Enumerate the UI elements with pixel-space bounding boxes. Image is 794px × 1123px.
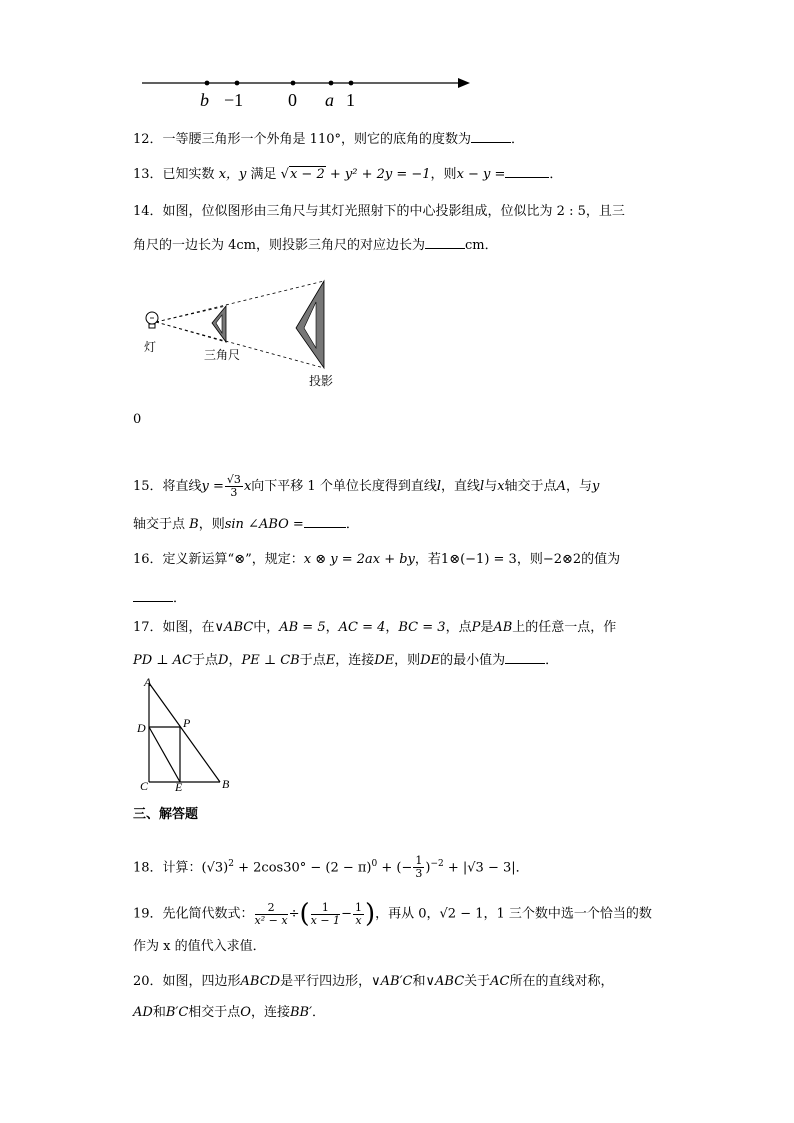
q20-AC: AC: [490, 974, 510, 989]
q15-l: l: [436, 479, 441, 494]
q20-AD: AD: [133, 1005, 153, 1020]
q17-ab: AB = 5: [279, 620, 326, 635]
q15-line2-mid: ，则: [198, 517, 225, 532]
q17-AB: AB: [493, 620, 513, 635]
q17-mid2: ，点: [445, 620, 472, 635]
q17-P: P: [471, 620, 481, 635]
q18-frac-den: 3: [415, 867, 423, 881]
q20-and: 和: [412, 974, 426, 989]
q19-rest: ，再从 0，√2 − 1，1 三个数中选一个恰当的数: [375, 906, 652, 922]
q19-f1-num: 2: [255, 902, 288, 915]
q17-ac: AC = 4: [338, 620, 386, 635]
q20-t1: ∨AB′C: [371, 974, 413, 989]
q15-B: B: [189, 517, 199, 532]
label-D: D: [137, 721, 146, 735]
answer-blank: [505, 651, 545, 664]
triangle-ruler: [212, 306, 226, 342]
question-14-line1: 14．如图，位似图形由三角尺与其灯光照射下的中心投影组成，位似比为 2 : 5，且三: [133, 204, 625, 219]
label-B: B: [222, 777, 230, 791]
q13-mid: 满足: [250, 167, 277, 182]
q19-f3-den: x: [355, 913, 362, 927]
question-16-line1: [133, 551, 620, 569]
projection-figure: [140, 278, 340, 378]
answer-blank: [133, 589, 173, 602]
label-0: 0: [288, 90, 297, 110]
q12-text: 12．一等腰三角形一个外角是 110°，则它的底角的度数为: [133, 132, 471, 147]
q15-end: ．: [345, 517, 359, 532]
q16-mid: ，若: [414, 552, 441, 567]
q19-frac2: [311, 902, 340, 927]
q20-mid: 是平行四边形，: [280, 974, 372, 989]
q15-sin: sin ∠ABO =: [224, 517, 304, 532]
q17-l2b: 于点: [299, 653, 326, 668]
q15-frac-den: 3: [230, 486, 238, 499]
q20-connect: ，连接: [250, 1005, 290, 1020]
q19-f2-num: 1: [311, 902, 340, 915]
q15-A: A: [556, 479, 566, 494]
q20-BC: B′C: [165, 1005, 189, 1020]
q17-pre: 17．如图，在: [133, 620, 215, 635]
question-17-line2: PD ⊥ AC于点D，PE ⊥ CB于点E，连接DE，则DE的最小值为 ．: [133, 653, 559, 668]
q17-end: ．: [545, 653, 559, 668]
q15-line2-pre: 轴交于点: [133, 517, 190, 532]
q15-mid5: ，与: [565, 479, 592, 494]
q20-abcd: ABCD: [240, 974, 281, 989]
q20-he: 和: [152, 1005, 166, 1020]
q15-mid3: 与: [484, 479, 498, 494]
label-projection: 投影: [309, 374, 334, 388]
q14-line2-pre: 角尺的一边长为 4cm，则投影三角尺的对应边长为: [133, 238, 426, 253]
question-20-line1: [133, 973, 614, 991]
label-C: C: [140, 779, 149, 793]
q19-f2-den: x − 1: [310, 913, 341, 927]
question-17-line1: 17．如图，在∨ABC中，AB = 5，AC = 4，BC = 3，点P是AB上的任意一点，作: [133, 620, 617, 635]
q20-pre: 20．如图，四边形: [133, 974, 241, 989]
question-16-line2: [133, 589, 186, 608]
label-E: E: [175, 780, 183, 794]
label-P: P: [183, 716, 191, 730]
q18-exp-a: 2: [228, 859, 234, 869]
q18-expr-a: (√3): [201, 860, 229, 876]
q17-tri: ∨ABC: [214, 620, 254, 635]
q15-mid2: ，直线: [441, 479, 481, 494]
q20-BB: BB′: [289, 1005, 313, 1020]
q15-fraction: [225, 474, 243, 499]
q17-pe: PE ⊥ CB: [241, 653, 300, 668]
q18-exp-b: 0: [371, 859, 378, 869]
q16-end2: ．: [173, 591, 187, 606]
q17-l2d: ，则: [394, 653, 421, 668]
q20-mid2: 关于: [464, 974, 491, 989]
stray-zero: 0: [133, 412, 142, 427]
q18-expr-c2: ): [425, 860, 431, 876]
q15-prefix: 15．将直线: [133, 479, 202, 494]
q14-line2-post: cm．: [465, 238, 498, 253]
q19-frac1: [255, 902, 288, 927]
q15-l2: l: [480, 479, 485, 494]
q16-ask: −2⊗2: [542, 552, 582, 567]
question-19-line2: 作为 x 的值代入求值．: [133, 939, 266, 954]
q15-x-axis: x: [497, 479, 505, 494]
q12-end: ．: [511, 132, 525, 147]
question-19-line1: 19．先化简代数式： $\frac{2}{\text{x² − x}}$ ÷( $\frac{1}{x - 1}$ − $\frac{1}{x}$ )，再从 0，√2 − 1，1 三个数中选一个恰当的数: [133, 899, 652, 929]
point-b: [205, 81, 210, 86]
q17-DE: DE: [374, 653, 395, 668]
q15-x: x: [243, 479, 252, 494]
q19-f1-den: x² − x: [254, 913, 288, 927]
q18-exp-c: −2: [430, 859, 444, 869]
q20-t2: ∨ABC: [425, 974, 465, 989]
answer-blank: [505, 165, 549, 178]
q13-then: ，则: [430, 167, 457, 182]
q15-mid4: 轴交于点: [504, 479, 557, 494]
q17-pd: PD ⊥ AC: [133, 653, 192, 668]
q17-mid1: 中，: [253, 620, 280, 635]
projected-triangle: [296, 281, 324, 368]
q17-end1: 上的任意一点，作: [512, 620, 617, 635]
q19-frac3: [353, 902, 364, 927]
q13-prefix: 13．已知实数: [133, 167, 215, 182]
label-b: b: [200, 90, 209, 110]
q16-post: ，则: [516, 552, 543, 567]
q20-intersect: 相交于点: [188, 1005, 241, 1020]
triangle-figure: [140, 678, 240, 788]
label-neg1: −1: [224, 90, 244, 110]
question-13: [133, 165, 562, 184]
label-triangle-ruler: 三角尺: [204, 348, 241, 362]
q20-O: O: [240, 1005, 251, 1020]
question-15-line2: [133, 515, 359, 534]
q13-expr: x − y =: [456, 167, 506, 182]
q20-end1: 所在的直线对称，: [509, 974, 614, 989]
q13-rest: + y² + 2y = −1: [325, 167, 431, 182]
q19-div: ÷: [288, 906, 300, 922]
sqrt-sign: √: [280, 167, 289, 182]
answer-blank: [471, 130, 511, 143]
q16-end1: 的值为: [581, 552, 621, 567]
question-12: [133, 130, 524, 149]
q17-E: E: [325, 653, 336, 668]
q18-fraction: [413, 855, 424, 880]
question-18: [133, 848, 529, 884]
point-neg1: [235, 81, 240, 86]
number-line: [138, 72, 478, 92]
question-15-line1: [133, 472, 599, 502]
q15-mid: 向下平移 1 个单位长度得到直线: [251, 479, 437, 494]
q16-cond: 1⊗(−1) = 3: [440, 552, 517, 567]
q17-l2a: 于点: [192, 653, 219, 668]
q17-DE2: DE: [420, 653, 441, 668]
q18-prefix: 18．计算：: [133, 860, 202, 876]
question-20-line2: [133, 1004, 325, 1022]
label-a: a: [325, 90, 334, 110]
q19-f3-num: 1: [354, 900, 362, 914]
point-0: [291, 81, 296, 86]
q13-radicand: x − 2: [289, 167, 325, 182]
point-1: [349, 81, 354, 86]
label-lamp: 灯: [144, 340, 157, 354]
q17-bc: BC = 3: [398, 620, 446, 635]
q13-vars: x，y: [218, 167, 247, 182]
q19-minus: −: [341, 906, 352, 922]
q17-mid3: 是: [480, 620, 494, 635]
label-A: A: [144, 675, 152, 689]
q17-D: D: [218, 653, 229, 668]
q18-frac-num: 1: [415, 854, 423, 868]
answer-blank: [425, 236, 465, 249]
q18-expr-c: + (−: [377, 860, 413, 876]
point-a: [329, 81, 334, 86]
q18-expr-d: + |√3 − 3|．: [443, 860, 529, 876]
q15-frac-num: √3: [226, 473, 241, 486]
q19-prefix: 19．先化简代数式：: [133, 906, 254, 922]
question-14-line2: [133, 236, 498, 255]
answer-blank: [304, 515, 346, 528]
q18-expr-b: + 2cos30° − (2 − π): [233, 860, 372, 876]
q17-l2c: ，连接: [335, 653, 375, 668]
q16-def: x ⊗ y = 2ax + by: [303, 552, 415, 567]
q15-y-eq: y =: [201, 479, 224, 494]
section-heading: 三、解答题: [133, 807, 199, 822]
label-1: 1: [346, 90, 355, 110]
q16-pre: 16．定义新运算“⊗”，规定：: [133, 552, 304, 567]
lamp-icon: [146, 312, 158, 328]
q13-end: ．: [549, 167, 563, 182]
q17-l2e: 的最小值为: [440, 653, 506, 668]
q20-end2: ．: [312, 1005, 326, 1020]
q15-y: y: [591, 479, 600, 494]
